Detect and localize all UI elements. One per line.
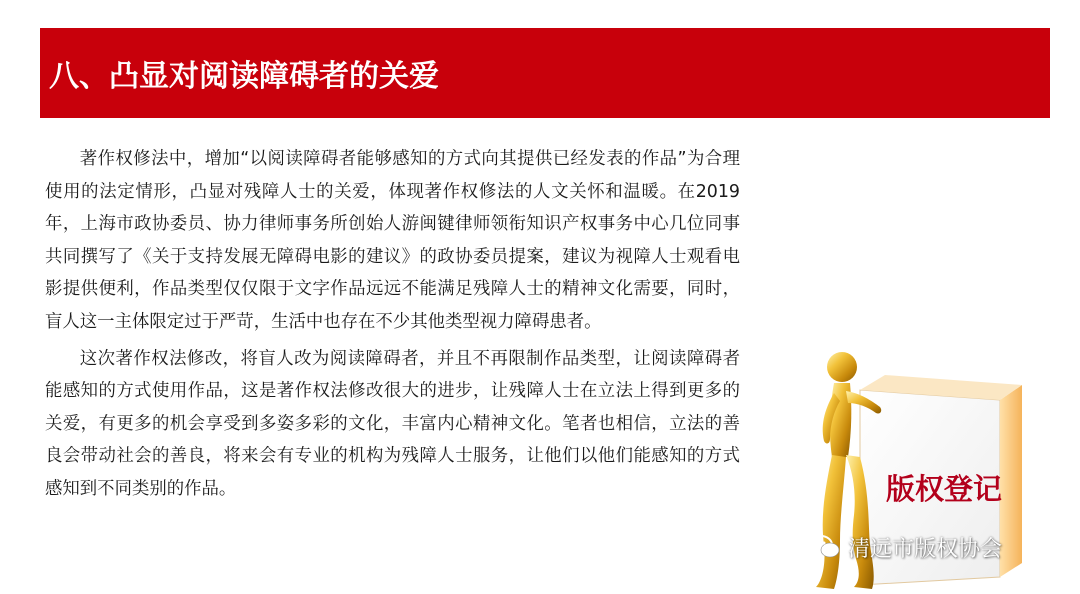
paragraph-2: 这次著作权法修改，将盲人改为阅读障碍者，并且不再限制作品类型，让阅读障碍者能感知的方式使用作品，这是著作权法修改很大的进步，让残障人士在立法上得到更多的关爱，有更多的机会享受到多姿多彩的文化，丰富内心精神文化。笔者也相信，立法的善良会带动社会的善良，将来会有专业的机构为残障人士服务，让他们以他们能感知的方式感知到不同类别的作品。: [45, 348, 740, 499]
box-label: 版权登记: [886, 472, 1003, 506]
watermark-text: 清远市版权协会: [848, 536, 1003, 562]
watermark: [808, 530, 1002, 564]
body-text: [45, 143, 740, 506]
wechat-icon: [808, 534, 842, 560]
slide-title: 八、凸显对阅读障碍者的关爱: [49, 59, 439, 94]
paragraph-1: 著作权修法中，增加“以阅读障碍者能够感知的方式向其提供已经发表的作品”为合理使用的法定情形，凸显对残障人士的关爱，体现著作权修法的人文关怀和温暖。在2019年，上海市政协委员、协力律师事务所创始人游闽键律师领衔知识产权事务中心几位同事共同撰写了《关于支持发展无障碍电影的建议》的政协委员提案，建议为视障人士观看电影提供便利，作品类型仅仅限于文字作品远远不能满足残障人士的精神文化需要，同时，盲人这一主体限定过于严苛，生活中也存在不少其他类型视力障碍患者。: [45, 149, 740, 332]
title-bar: [40, 28, 1050, 118]
